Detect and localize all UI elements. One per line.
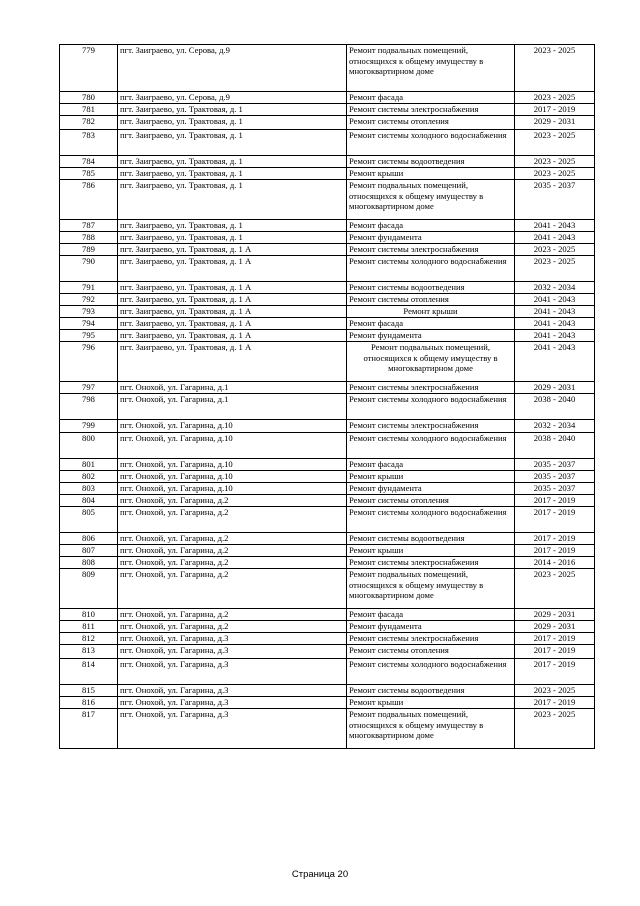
row-address: пгт. Онохой, ул. Гагарина, д.10: [118, 420, 347, 433]
row-work-type: Ремонт системы холодного водоснабжения: [347, 507, 515, 533]
table-row: [60, 330, 595, 342]
row-work-type: Ремонт системы водоотведения: [347, 533, 515, 545]
capital-repair-table: [59, 44, 595, 749]
table-row: [60, 621, 595, 633]
row-number: 804: [60, 495, 118, 507]
row-number: 811: [60, 621, 118, 633]
row-work-type: Ремонт фундамента: [347, 621, 515, 633]
table-row: [60, 306, 595, 318]
row-number: 779: [60, 45, 118, 92]
row-work-type: Ремонт системы электроснабжения: [347, 382, 515, 394]
row-address: пгт. Заиграево, ул. Трактовая, д. 1 А: [118, 306, 347, 318]
row-number: 784: [60, 156, 118, 168]
row-address: пгт. Заиграево, ул. Серова, д.9: [118, 92, 347, 104]
row-address: пгт. Заиграево, ул. Трактовая, д. 1 А: [118, 244, 347, 256]
table-row: [60, 483, 595, 495]
row-number: 785: [60, 168, 118, 180]
row-work-type: Ремонт фундамента: [347, 232, 515, 244]
table-row: [60, 697, 595, 709]
row-number: 814: [60, 659, 118, 685]
row-address: пгт. Заиграево, ул. Трактовая, д. 1: [118, 180, 347, 220]
row-address: пгт. Заиграево, ул. Трактовая, д. 1 А: [118, 330, 347, 342]
row-period: 2041 - 2043: [515, 318, 595, 330]
row-work-type: Ремонт фундамента: [347, 483, 515, 495]
row-address: пгт. Заиграево, ул. Серова, д.9: [118, 45, 347, 92]
row-work-type: Ремонт системы отопления: [347, 645, 515, 659]
row-period: 2017 - 2019: [515, 645, 595, 659]
row-number: 817: [60, 709, 118, 749]
row-address: пгт. Онохой, ул. Гагарина, д.10: [118, 459, 347, 471]
row-number: 812: [60, 633, 118, 645]
table-row: [60, 685, 595, 697]
row-period: 2041 - 2043: [515, 342, 595, 382]
row-work-type: Ремонт фасада: [347, 318, 515, 330]
row-period: 2032 - 2034: [515, 420, 595, 433]
row-address: пгт. Заиграево, ул. Трактовая, д. 1: [118, 116, 347, 130]
row-address: пгт. Заиграево, ул. Трактовая, д. 1: [118, 104, 347, 116]
row-number: 791: [60, 282, 118, 294]
row-number: 810: [60, 609, 118, 621]
row-period: 2023 - 2025: [515, 45, 595, 92]
row-address: пгт. Онохой, ул. Гагарина, д.10: [118, 471, 347, 483]
row-number: 795: [60, 330, 118, 342]
table-row: [60, 420, 595, 433]
row-number: 807: [60, 545, 118, 557]
row-period: 2017 - 2019: [515, 495, 595, 507]
row-number: 783: [60, 130, 118, 156]
table-row: [60, 220, 595, 232]
table-row: [60, 507, 595, 533]
table-row: [60, 633, 595, 645]
row-period: 2029 - 2031: [515, 382, 595, 394]
table-row: [60, 459, 595, 471]
row-period: 2035 - 2037: [515, 180, 595, 220]
row-work-type: Ремонт крыши: [347, 545, 515, 557]
row-number: 781: [60, 104, 118, 116]
row-number: 788: [60, 232, 118, 244]
row-address: пгт. Онохой, ул. Гагарина, д.10: [118, 483, 347, 495]
row-address: пгт. Заиграево, ул. Трактовая, д. 1 А: [118, 318, 347, 330]
row-number: 816: [60, 697, 118, 709]
table-row: [60, 294, 595, 306]
row-number: 798: [60, 394, 118, 420]
row-address: пгт. Онохой, ул. Гагарина, д.2: [118, 507, 347, 533]
table-row: [60, 116, 595, 130]
row-period: 2038 - 2040: [515, 433, 595, 459]
table-row: [60, 433, 595, 459]
row-address: пгт. Заиграево, ул. Трактовая, д. 1: [118, 232, 347, 244]
table-row: [60, 168, 595, 180]
row-address: пгт. Заиграево, ул. Трактовая, д. 1: [118, 168, 347, 180]
row-address: пгт. Онохой, ул. Гагарина, д.3: [118, 697, 347, 709]
row-work-type: Ремонт крыши: [347, 697, 515, 709]
row-number: 796: [60, 342, 118, 382]
row-period: 2017 - 2019: [515, 104, 595, 116]
row-work-type: Ремонт подвальных помещений, относящихся к общему имуществу в многоквартирном доме: [347, 342, 515, 382]
row-address: пгт. Онохой, ул. Гагарина, д.2: [118, 569, 347, 609]
row-address: пгт. Онохой, ул. Гагарина, д.2: [118, 545, 347, 557]
row-number: 780: [60, 92, 118, 104]
table-row: [60, 232, 595, 244]
table-row: [60, 471, 595, 483]
row-work-type: Ремонт системы водоотведения: [347, 282, 515, 294]
row-period: 2041 - 2043: [515, 306, 595, 318]
table-row: [60, 495, 595, 507]
row-work-type: Ремонт системы холодного водоснабжения: [347, 394, 515, 420]
row-period: 2023 - 2025: [515, 709, 595, 749]
row-number: 800: [60, 433, 118, 459]
row-address: пгт. Заиграево, ул. Трактовая, д. 1: [118, 156, 347, 168]
table-row: [60, 130, 595, 156]
row-work-type: Ремонт крыши: [347, 306, 515, 318]
row-period: 2035 - 2037: [515, 471, 595, 483]
row-period: 2029 - 2031: [515, 621, 595, 633]
table-row: [60, 180, 595, 220]
row-period: 2023 - 2025: [515, 244, 595, 256]
row-address: пгт. Онохой, ул. Гагарина, д.3: [118, 645, 347, 659]
row-number: 803: [60, 483, 118, 495]
row-work-type: Ремонт системы электроснабжения: [347, 244, 515, 256]
row-number: 786: [60, 180, 118, 220]
row-address: пгт. Онохой, ул. Гагарина, д.3: [118, 633, 347, 645]
row-work-type: Ремонт фасада: [347, 220, 515, 232]
row-number: 787: [60, 220, 118, 232]
row-period: 2041 - 2043: [515, 294, 595, 306]
row-period: 2023 - 2025: [515, 92, 595, 104]
table-row: [60, 645, 595, 659]
row-number: 797: [60, 382, 118, 394]
table-row: [60, 709, 595, 749]
table-row: [60, 156, 595, 168]
table-row: [60, 92, 595, 104]
row-period: 2014 - 2016: [515, 557, 595, 569]
page-number: Страница 20: [291, 869, 349, 880]
row-address: пгт. Заиграево, ул. Трактовая, д. 1 А: [118, 256, 347, 282]
row-address: пгт. Онохой, ул. Гагарина, д.2: [118, 609, 347, 621]
row-period: 2029 - 2031: [515, 609, 595, 621]
row-period: 2041 - 2043: [515, 232, 595, 244]
row-number: 793: [60, 306, 118, 318]
row-number: 782: [60, 116, 118, 130]
row-work-type: Ремонт системы отопления: [347, 294, 515, 306]
table-row: [60, 569, 595, 609]
row-work-type: Ремонт подвальных помещений, относящихся к общему имуществу в многоквартирном доме: [347, 180, 515, 220]
table-row: [60, 104, 595, 116]
row-period: 2041 - 2043: [515, 220, 595, 232]
row-work-type: Ремонт системы водоотведения: [347, 685, 515, 697]
row-period: 2023 - 2025: [515, 130, 595, 156]
row-work-type: Ремонт фундамента: [347, 330, 515, 342]
row-address: пгт. Онохой, ул. Гагарина, д.3: [118, 659, 347, 685]
row-period: 2017 - 2019: [515, 659, 595, 685]
row-period: 2032 - 2034: [515, 282, 595, 294]
table-row: [60, 256, 595, 282]
row-address: пгт. Онохой, ул. Гагарина, д.2: [118, 495, 347, 507]
row-number: 809: [60, 569, 118, 609]
row-period: 2029 - 2031: [515, 116, 595, 130]
row-address: пгт. Онохой, ул. Гагарина, д.2: [118, 557, 347, 569]
row-address: пгт. Онохой, ул. Гагарина, д.1: [118, 382, 347, 394]
row-work-type: Ремонт системы холодного водоснабжения: [347, 433, 515, 459]
row-address: пгт. Онохой, ул. Гагарина, д.2: [118, 533, 347, 545]
row-number: 806: [60, 533, 118, 545]
row-work-type: Ремонт системы холодного водоснабжения: [347, 130, 515, 156]
table-row: [60, 282, 595, 294]
table-row: [60, 382, 595, 394]
row-work-type: Ремонт фасада: [347, 459, 515, 471]
row-work-type: Ремонт фасада: [347, 92, 515, 104]
row-work-type: Ремонт системы отопления: [347, 495, 515, 507]
row-period: 2035 - 2037: [515, 483, 595, 495]
row-work-type: Ремонт крыши: [347, 168, 515, 180]
row-number: 801: [60, 459, 118, 471]
row-period: 2023 - 2025: [515, 168, 595, 180]
row-work-type: Ремонт крыши: [347, 471, 515, 483]
row-number: 808: [60, 557, 118, 569]
table-row: [60, 609, 595, 621]
table-row: [60, 659, 595, 685]
table-row: [60, 244, 595, 256]
table-row: [60, 545, 595, 557]
row-address: пгт. Заиграево, ул. Трактовая, д. 1 А: [118, 342, 347, 382]
row-address: пгт. Онохой, ул. Гагарина, д.3: [118, 685, 347, 697]
row-address: пгт. Заиграево, ул. Трактовая, д. 1 А: [118, 294, 347, 306]
row-period: 2023 - 2025: [515, 685, 595, 697]
row-address: пгт. Онохой, ул. Гагарина, д.3: [118, 709, 347, 749]
row-number: 805: [60, 507, 118, 533]
row-address: пгт. Заиграево, ул. Трактовая, д. 1: [118, 130, 347, 156]
row-work-type: Ремонт системы электроснабжения: [347, 633, 515, 645]
row-period: 2017 - 2019: [515, 697, 595, 709]
row-number: 802: [60, 471, 118, 483]
row-period: 2017 - 2019: [515, 533, 595, 545]
row-work-type: Ремонт системы холодного водоснабжения: [347, 256, 515, 282]
row-number: 790: [60, 256, 118, 282]
row-period: 2017 - 2019: [515, 545, 595, 557]
row-work-type: Ремонт системы электроснабжения: [347, 104, 515, 116]
table-row: [60, 533, 595, 545]
row-work-type: Ремонт фасада: [347, 609, 515, 621]
row-period: 2017 - 2019: [515, 633, 595, 645]
row-number: 813: [60, 645, 118, 659]
row-period: 2023 - 2025: [515, 569, 595, 609]
row-number: 799: [60, 420, 118, 433]
row-address: пгт. Онохой, ул. Гагарина, д.1: [118, 394, 347, 420]
row-work-type: Ремонт системы электроснабжения: [347, 420, 515, 433]
table-row: [60, 342, 595, 382]
row-work-type: Ремонт системы водоотведения: [347, 156, 515, 168]
row-work-type: Ремонт системы отопления: [347, 116, 515, 130]
row-number: 815: [60, 685, 118, 697]
row-work-type: Ремонт системы холодного водоснабжения: [347, 659, 515, 685]
row-number: 792: [60, 294, 118, 306]
row-period: 2023 - 2025: [515, 256, 595, 282]
row-period: 2017 - 2019: [515, 507, 595, 533]
row-work-type: Ремонт подвальных помещений, относящихся к общему имуществу в многоквартирном доме: [347, 569, 515, 609]
row-number: 794: [60, 318, 118, 330]
table-row: [60, 557, 595, 569]
row-period: 2023 - 2025: [515, 156, 595, 168]
row-work-type: Ремонт подвальных помещений, относящихся к общему имуществу в многоквартирном доме: [347, 45, 515, 92]
row-address: пгт. Заиграево, ул. Трактовая, д. 1: [118, 220, 347, 232]
row-period: 2041 - 2043: [515, 330, 595, 342]
row-address: пгт. Заиграево, ул. Трактовая, д. 1 А: [118, 282, 347, 294]
row-number: 789: [60, 244, 118, 256]
row-work-type: Ремонт подвальных помещений, относящихся к общему имуществу в многоквартирном доме: [347, 709, 515, 749]
row-address: пгт. Онохой, ул. Гагарина, д.2: [118, 621, 347, 633]
table-row: [60, 45, 595, 92]
row-period: 2038 - 2040: [515, 394, 595, 420]
row-address: пгт. Онохой, ул. Гагарина, д.10: [118, 433, 347, 459]
table-row: [60, 394, 595, 420]
row-work-type: Ремонт системы электроснабжения: [347, 557, 515, 569]
table-row: [60, 318, 595, 330]
row-period: 2035 - 2037: [515, 459, 595, 471]
